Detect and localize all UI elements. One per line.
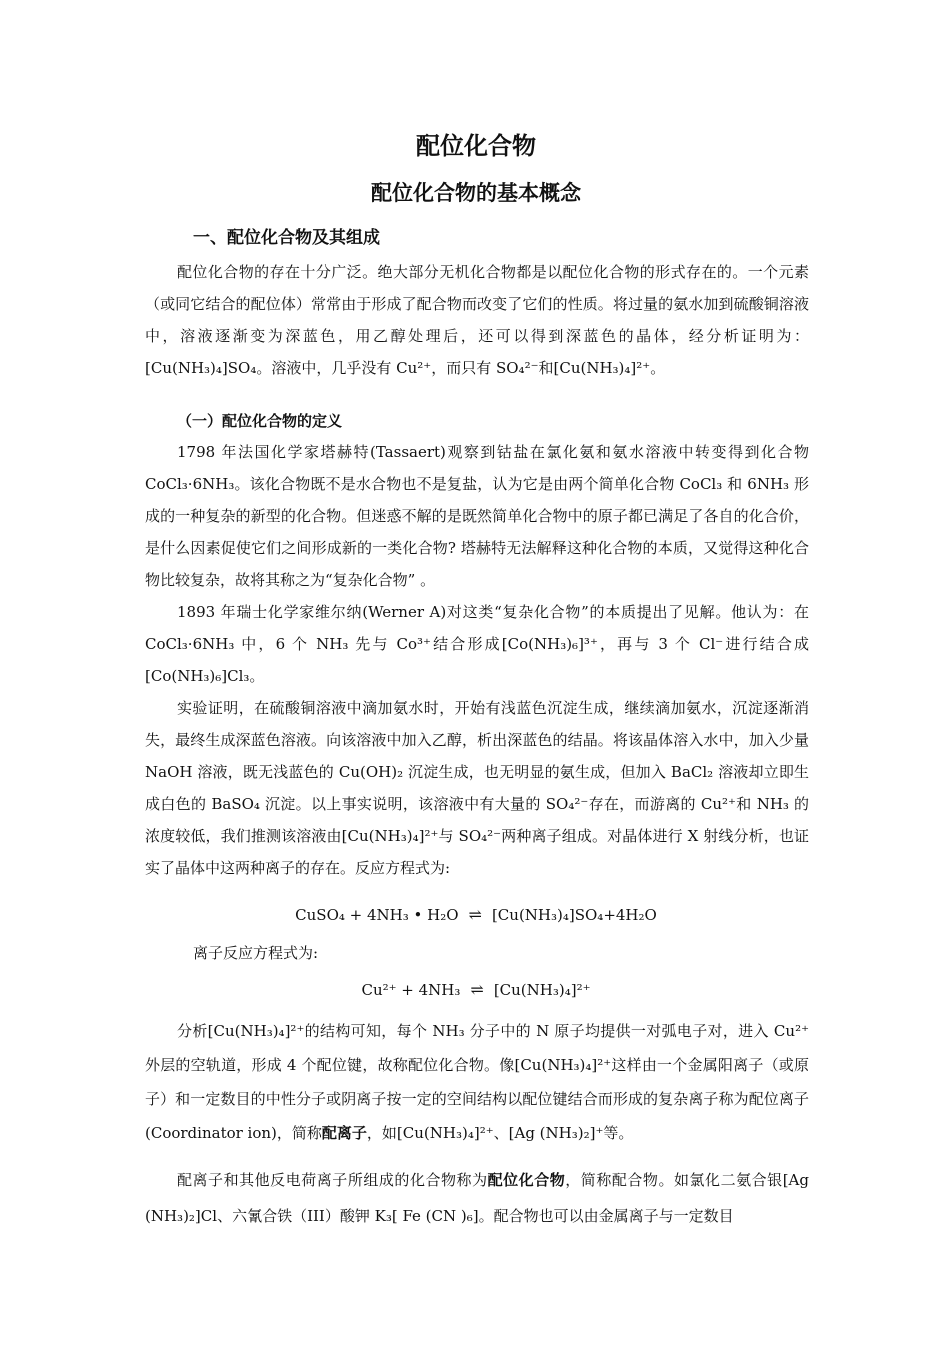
paragraph-history-2-text: 1893 年瑞士化学家维尔纳(Werner A)对这类“复杂化合物”的本质提出了见解。他认为：在 CoCl₃·6NH₃ 中，6 个 NH₃ 先与 Co³⁺结合形成[Co(NH₃)₆]³⁺，再与 3 个 Cl⁻进行结合成[Co(NH₃)₆]Cl₃。 xyxy=(145,603,809,685)
ionic-equation-right: [Cu(NH₃)₄]²⁺ xyxy=(493,981,591,999)
definition-text-b: ，如[Cu(NH₃)₄]²⁺、[Ag (NH₃)₂]⁺等。 xyxy=(366,1124,634,1142)
paragraph-history-1 xyxy=(145,436,809,596)
paragraph-compound xyxy=(145,1162,809,1234)
ionic-equation xyxy=(0,980,952,999)
equilibrium-arrow-icon: ⇌ xyxy=(470,980,484,999)
compound-text-a: 配离子和其他反电荷离子所组成的化合物称为 xyxy=(177,1171,488,1189)
equation-left: CuSO₄ + 4NH₃ • H₂O xyxy=(295,906,459,924)
paragraph-compound-text xyxy=(145,1162,809,1234)
paragraph-experiment-text: 实验证明，在硫酸铜溶液中滴加氨水时，开始有浅蓝色沉淀生成，继续滴加氨水，沉淀逐渐消失，最终生成深蓝色溶液。向该溶液中加入乙醇，析出深蓝色的结晶。将该晶体溶入水中，加入少量 NaOH 溶液，既无浅蓝色的 Cu(OH)₂ 沉淀生成，也无明显的氨生成，但加入 BaCl₂ 溶液却立即生成白色的 BaSO₄ 沉淀。以上事实说明，该溶液中有大量的 SO₄²⁻存在，而游离的 Cu²⁺和 NH₃ 的浓度较低，我们推测该溶液由[Cu(NH₃)₄]²⁺与 SO₄²⁻两种离子组成。对晶体进行 X 射线分析，也证实了晶体中这两种离子的存在。反应方程式为: xyxy=(145,699,809,877)
ionic-equation-label: 离子反应方程式为: xyxy=(193,944,319,962)
equation-right: [Cu(NH₃)₄]SO₄+4H₂O xyxy=(491,906,657,924)
intro-text-b: 。溶液中，几乎没有 Cu²⁺，而只有 SO₄²⁻和[Cu(NH₃)₄]²⁺。 xyxy=(256,359,666,377)
paragraph-definition xyxy=(145,1014,809,1150)
subsection-heading: （一）配位化合物的定义 xyxy=(177,412,343,430)
keyword-coordination-ion: 配离子 xyxy=(321,1124,367,1142)
compound-text-b: ，简称配合物。如氯化二氨合银[Ag (NH₃)₂]Cl、六氰合铁（III）酸钾 K₃[ Fe (CN )₆]。配合物也可以由金属离子与一定数目 xyxy=(145,1171,809,1225)
intro-formula: [Cu(NH₃)₄]SO₄ xyxy=(145,359,257,377)
paragraph-history-2 xyxy=(145,596,809,692)
keyword-coordination-compound: 配位化合物 xyxy=(487,1171,566,1189)
definition-text-a: 分析[Cu(NH₃)₄]²⁺的结构可知，每个 NH₃ 分子中的 N 原子均提供一对弧电子对，进入 Cu²⁺外层的空轨道，形成 4 个配位键，故称配位化合物。像[Cu(NH₃)₄]²⁺这样由一个金属阳离子（或原子）和一定数目的中性分子或阴离子按一定的空间结构以配位键结合而形成的复杂离子称为配位离子(Coordinator ion)，简称 xyxy=(145,1022,809,1142)
paragraph-intro-text xyxy=(145,256,809,384)
ionic-equation-left: Cu²⁺ + 4NH₃ xyxy=(361,981,461,999)
paragraph-definition-text xyxy=(145,1014,809,1150)
paragraph-history-1-text: 1798 年法国化学家塔赫特(Tassaert)观察到钴盐在氯化氨和氨水溶液中转变得到化合物 CoCl₃·6NH₃。该化合物既不是水合物也不是复盐，认为它是由两个简单化合物 CoCl₃ 和 6NH₃ 形成的一种复杂的新型的化合物。但迷惑不解的是既然简单化合物中的原子都已满足了各自的化合价， 是什么因素促使它们之间形成新的一类化合物? 塔赫特无法解释这种化合物的本质，又觉得这种化合物比较复杂，故将其称之为“复杂化合物” 。 xyxy=(145,443,809,589)
reaction-equation xyxy=(0,905,952,924)
paragraph-intro xyxy=(145,256,809,384)
intro-text-a: 配位化合物的存在十分广泛。绝大部分无机化合物都是以配位化合物的形式存在的。一个元素（或同它结合的配位体）常常由于形成了配合物而改变了它们的性质。将过量的氨水加到硫酸铜溶液中，溶液逐渐变为深蓝色，用乙醇处理后，还可以得到深蓝色的晶体，经分析证明为： xyxy=(145,263,809,345)
page-title: 配位化合物 xyxy=(416,132,536,160)
paragraph-experiment xyxy=(145,692,809,884)
page-subtitle: 配位化合物的基本概念 xyxy=(371,181,581,205)
equilibrium-arrow-icon: ⇌ xyxy=(468,905,482,924)
section-heading: 一、配位化合物及其组成 xyxy=(193,228,380,248)
